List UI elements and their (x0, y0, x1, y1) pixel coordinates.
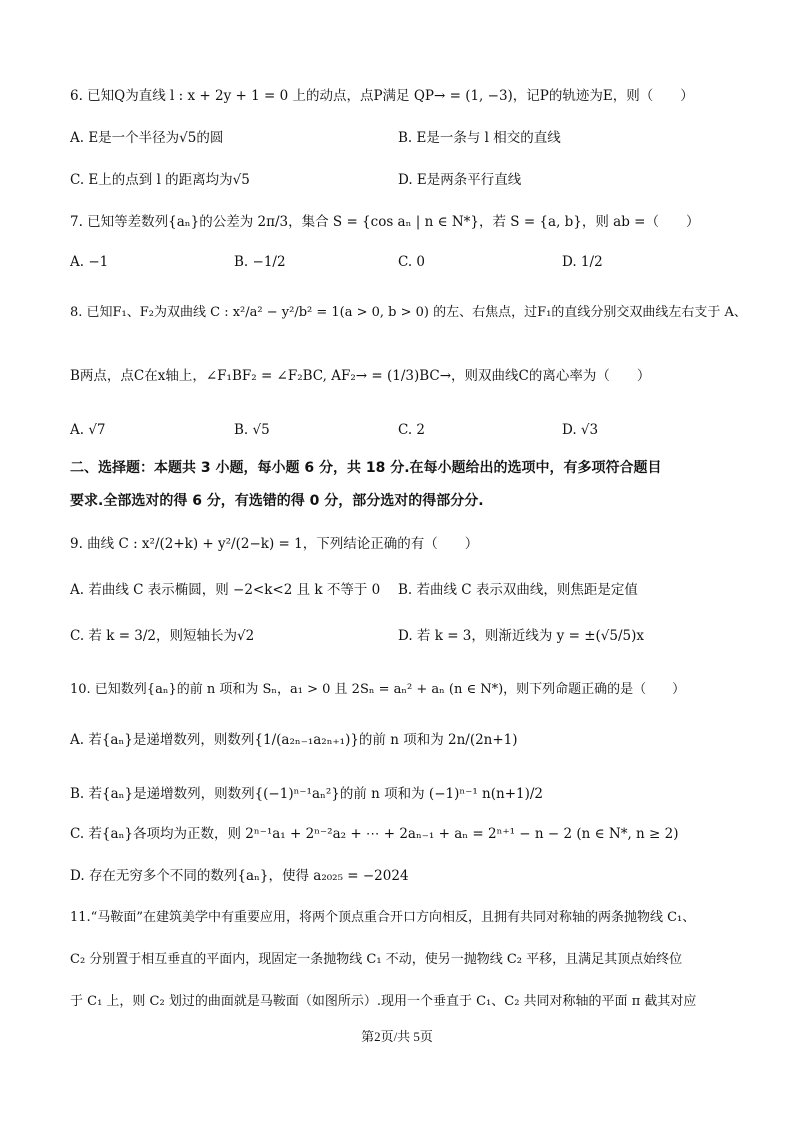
q10-option-c: C. 若{aₙ}各项均为正数，则 2ⁿ⁻¹a₁ + 2ⁿ⁻²a₂ + ⋯ + 2aₙ₋₁ + aₙ = 2ⁿ⁺¹ − n − 2 (n ∈ N*, n ≥ 2) (70, 826, 679, 842)
q8-option-c: C. 2 (398, 422, 426, 438)
q6-option-c: C. E上的点到 l 的距离均为√5 (70, 172, 250, 188)
q7-option-c: C. 0 (398, 254, 426, 270)
q10-stem: 10. 已知数列{aₙ}的前 n 项和为 Sₙ，a₁ > 0 且 2Sₙ = aₙ² + aₙ (n ∈ N*)，则下列命题正确的是（ ） (70, 682, 686, 697)
q10-option-a: A. 若{aₙ}是递增数列，则数列{1/(a₂ₙ₋₁a₂ₙ₊₁)}的前 n 项和为 2n/(2n+1) (70, 732, 518, 748)
q8-stem-line1: 8. 已知F₁、F₂为双曲线 C : x²/a² − y²/b² = 1(a > 0, b > 0) 的左、右焦点，过F₁的直线分别交双曲线左右支于 A、 (70, 305, 747, 320)
q6-stem: 6. 已知Q为直线 l : x + 2y + 1 = 0 上的动点，点P满足 QP→ = (1, −3)，记P的轨迹为E，则（ ） (70, 88, 694, 104)
q8-option-b: B. √5 (234, 422, 270, 438)
q9-stem: 9. 曲线 C : x²/(2+k) + y²/(2−k) = 1，下列结论正确的有（ ） (70, 536, 479, 552)
page-footer: 第2页/共 5页 (361, 1029, 433, 1044)
q7-option-a: A. −1 (70, 254, 109, 270)
section-heading-line2: 要求.全部选对的得 6 分，有选错的得 0 分，部分选对的得部分分. (70, 493, 484, 509)
q11-line2: C₂ 分别置于相互垂直的平面内，现固定一条抛物线 C₁ 不动，使另一抛物线 C₂ 平移，且满足其顶点始终位 (70, 952, 683, 967)
q9-option-b: B. 若曲线 C 表示双曲线，则焦距是定值 (398, 582, 638, 598)
q8-option-d: D. √3 (562, 422, 599, 438)
q7-stem: 7. 已知等差数列{aₙ}的公差为 2π/3，集合 S = {cos aₙ | n ∈ N*}，若 S = {a, b}，则 ab =（ ） (70, 214, 700, 230)
q9-option-d: D. 若 k = 3，则渐近线为 y = ±(√5/5)x (398, 628, 644, 644)
q7-option-d: D. 1/2 (562, 254, 603, 270)
q9-option-a: A. 若曲线 C 表示椭圆，则 −2<k<2 且 k 不等于 0 (70, 582, 381, 598)
q11-line3: 于 C₁ 上，则 C₂ 划过的曲面就是马鞍面（如图所示）.现用一个垂直于 C₁、C₂ 共同对称轴的平面 π 截其对应 (70, 994, 697, 1009)
q6-option-b: B. E是一条与 l 相交的直线 (398, 130, 561, 146)
q8-option-a: A. √7 (70, 422, 106, 438)
q6-option-a: A. E是一个半径为√5的圆 (70, 130, 224, 146)
section-heading-line1: 二、选择题：本题共 3 小题，每小题 6 分，共 18 分.在每小题给出的选项中，有多项符合题目 (70, 460, 662, 476)
q10-option-b: B. 若{aₙ}是递增数列，则数列{(−1)ⁿ⁻¹aₙ²}的前 n 项和为 (−1)ⁿ⁻¹ n(n+1)/2 (70, 786, 543, 802)
q10-option-d: D. 存在无穷多个不同的数列{aₙ}，使得 a₂₀₂₅ = −2024 (70, 868, 409, 884)
q7-option-b: B. −1/2 (234, 254, 286, 270)
q11-line1: 11.“马鞍面”在建筑美学中有重要应用，将两个顶点重合开口方向相反，且拥有共同对称轴的两条抛物线 C₁、 (70, 910, 696, 925)
q8-stem-line2: B两点，点C在x轴上，∠F₁BF₂ = ∠F₂BC, AF₂→ = (1/3)BC→，则双曲线C的离心率为（ ） (70, 368, 651, 384)
q9-option-c: C. 若 k = 3/2，则短轴长为√2 (70, 628, 255, 644)
q6-option-d: D. E是两条平行直线 (398, 172, 522, 188)
